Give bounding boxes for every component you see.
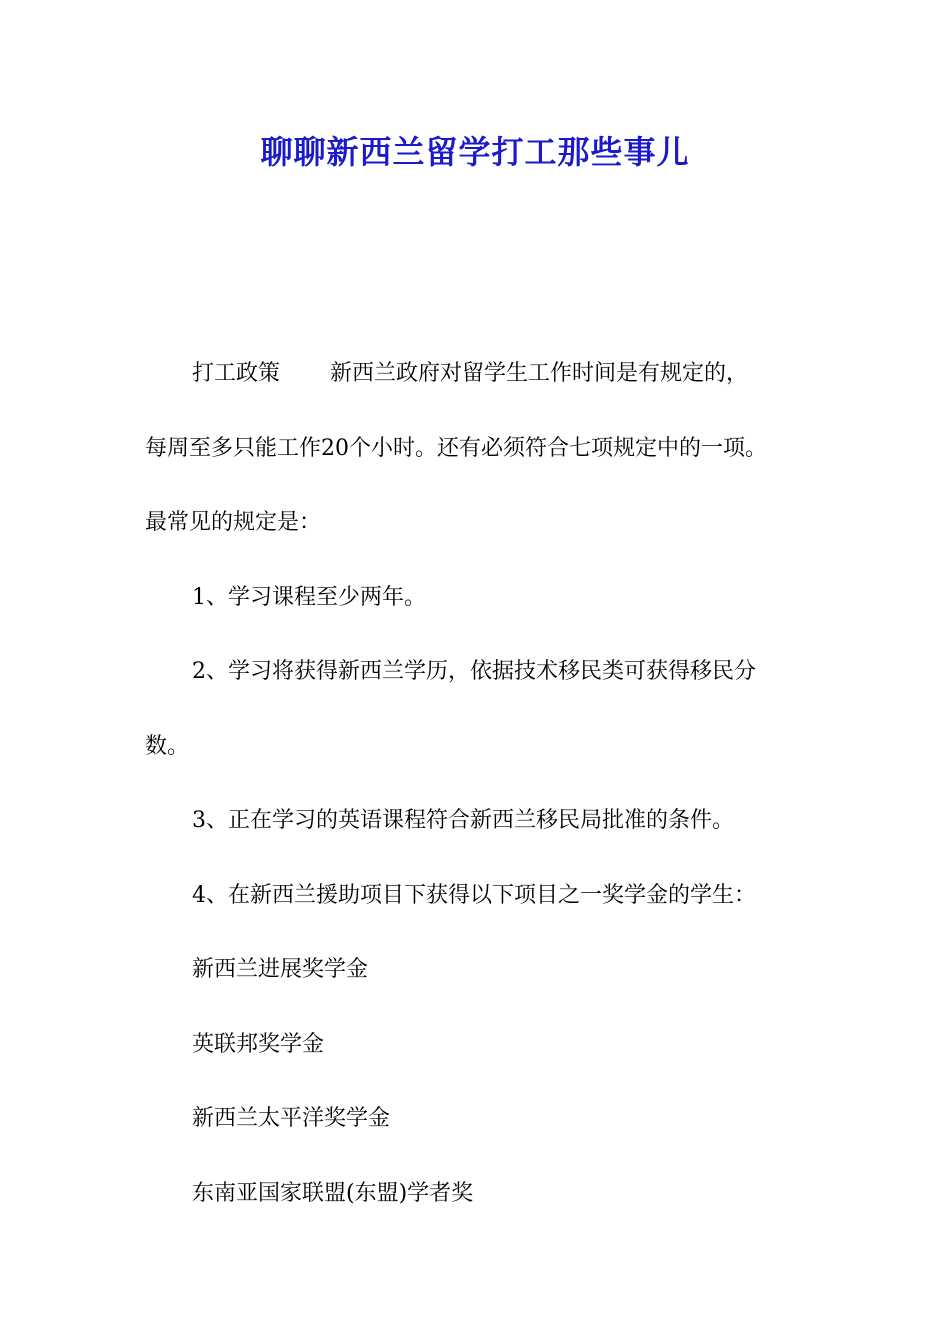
scholarship-item: 新西兰太平洋奖学金: [192, 1106, 391, 1131]
document-title: 聊聊新西兰留学打工那些事儿: [260, 133, 690, 171]
scholarship-item: 东南亚国家联盟(东盟)学者奖: [192, 1180, 474, 1206]
list-item-continuation: 数。: [145, 733, 190, 759]
scholarship-item: 新西兰进展奖学金: [192, 957, 369, 982]
document-body: [145, 337, 815, 1231]
list-item: 2、学习将获得新西兰学历，依据技术移民类可获得移民分: [192, 659, 756, 684]
list-item: 4、在新西兰援助项目下获得以下项目之一奖学金的学生：: [192, 882, 756, 908]
list-item: 1、学习课程至少两年。: [192, 584, 426, 610]
paragraph-line: [145, 337, 815, 412]
scholarship-item: 英联邦奖学金: [192, 1031, 325, 1057]
list-item: 3、正在学习的英语课程符合新西兰移民局批准的条件。: [192, 808, 734, 833]
paragraph-line: 最常见的规定是：: [145, 510, 322, 535]
policy-text: 新西兰政府对留学生工作时间是有规定的，: [330, 361, 749, 386]
policy-heading: 打工政策: [192, 361, 281, 386]
paragraph-line: 每周至多只能工作20个小时。还有必须符合七项规定中的一项。: [145, 435, 767, 461]
